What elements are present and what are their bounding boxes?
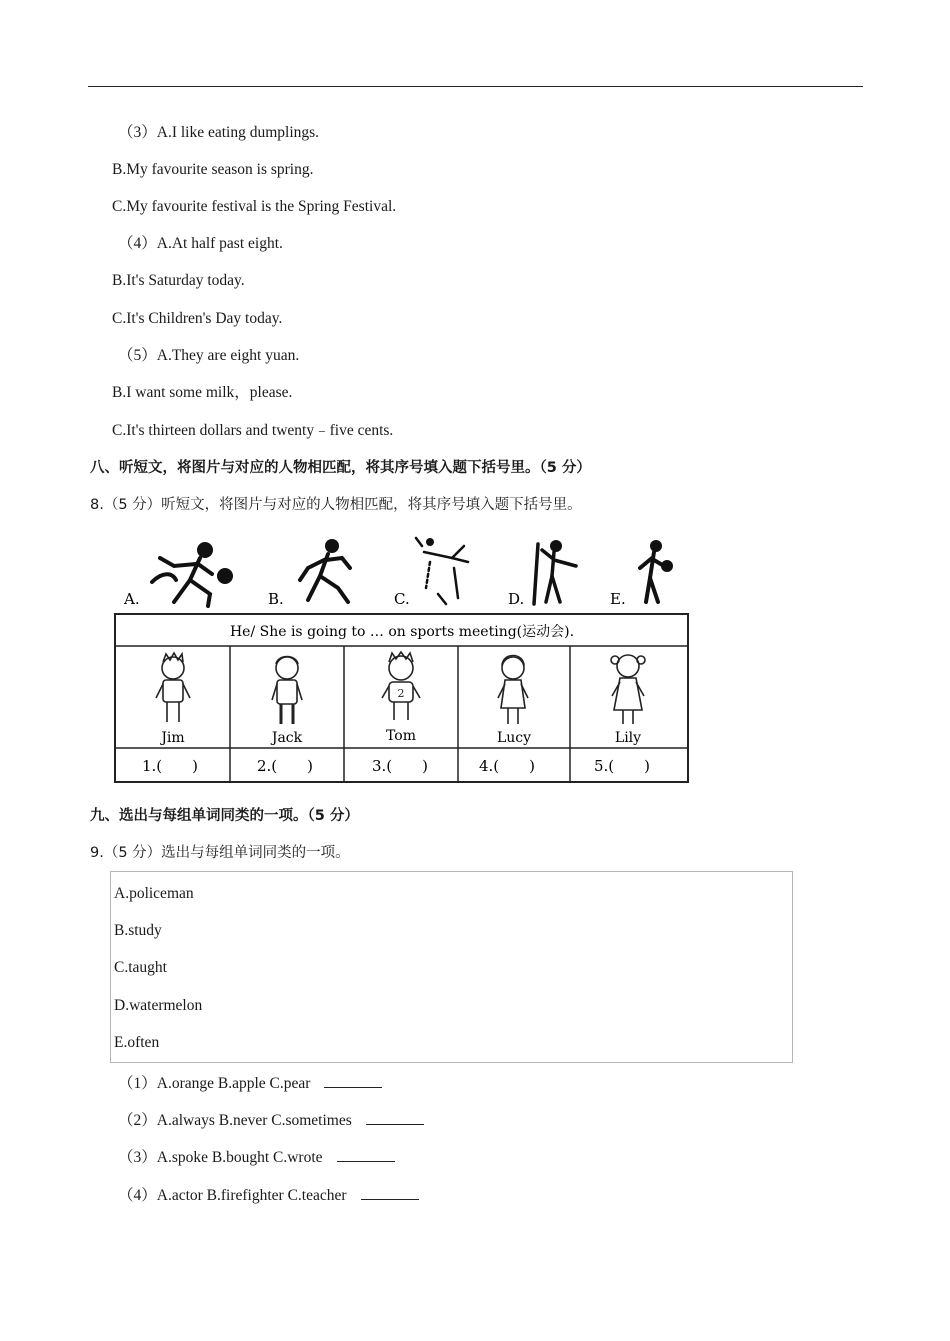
word-option-b: B.study [114,922,162,939]
sport-letter-e: E. [610,590,626,608]
table-header: He/ She is going to … on sports meeting(运动会). [229,624,575,640]
name-lily: Lily [614,730,642,746]
sport-letter-b: B. [268,590,284,608]
jack-child-icon [272,657,302,725]
word-group-4: （4）A.actor B.firefighter C.teacher [118,1185,419,1206]
lucy-child-icon [498,656,528,725]
q7-5-option-a: （5）A.They are eight yuan. [118,347,300,364]
answer-blank-3[interactable] [337,1147,395,1162]
section-8-title: 八、听短文，将图片与对应的人物相匹配，将其序号填入题下括号里。（5 分） [90,460,591,476]
sport-e-basketball-icon [640,540,673,602]
sport-letter-a: A. [124,590,140,608]
word-options-box [110,871,793,1063]
sports-matching-figure [112,532,692,787]
q7-3-option-c: C.My favourite festival is the Spring Festival. [112,198,397,215]
answer-blank-4[interactable] [361,1185,419,1200]
word-option-c: C.taught [114,959,167,976]
answer-slot-4: 4.( ) [479,757,536,775]
lily-child-icon [611,655,645,724]
q7-3-option-b: B.My favourite season is spring. [112,161,314,178]
section-9-title: 九、选出与每组单词同类的一项。（5 分） [90,808,359,824]
header-rule [88,86,863,87]
answer-slot-1: 1.( ) [142,757,199,775]
sport-a-football-icon [152,542,233,606]
answer-slot-3: 3.( ) [372,757,429,775]
q7-4-option-c: C.It's Children's Day today. [112,310,283,327]
q7-4-option-b: B.It's Saturday today. [112,272,245,289]
svg-text:2: 2 [397,687,405,700]
q7-3-option-a: （3）A.I like eating dumplings. [118,124,320,141]
word-group-3: （3）A.spoke B.bought C.wrote [118,1147,395,1168]
answer-blank-1[interactable] [324,1073,382,1088]
tom-child-icon [382,652,420,720]
word-option-a: A.policeman [114,885,194,902]
answer-slot-2: 2.( ) [257,757,314,775]
q7-5-option-c: C.It's thirteen dollars and twenty﹣five cents. [112,422,394,439]
answer-blank-2[interactable] [366,1110,424,1125]
word-group-1: （1）A.orange B.apple C.pear [118,1073,382,1094]
question-9-stem: 9.（5 分）选出与每组单词同类的一项。 [90,845,350,861]
sport-c-high-jump-icon [416,538,468,604]
name-tom: Tom [386,728,416,744]
answer-slot-5: 5.( ) [594,757,651,775]
word-option-e: E.often [114,1034,160,1051]
word-group-2: （2）A.always B.never C.sometimes [118,1110,424,1131]
word-option-d: D.watermelon [114,997,203,1014]
question-8-stem: 8.（5 分）听短文，将图片与对应的人物相匹配，将其序号填入题下括号里。 [90,497,582,513]
q7-5-option-b: B.I want some milk，please. [112,384,293,401]
name-jack: Jack [271,730,303,746]
name-lucy: Lucy [496,730,532,746]
sport-letter-d: D. [508,590,525,608]
jim-child-icon [156,653,190,722]
sport-d-long-jump-icon [534,540,576,604]
q7-4-option-a: （4）A.At half past eight. [118,235,283,252]
sport-letter-c: C. [394,590,410,608]
sport-b-running-icon [300,539,350,602]
name-jim: Jim [161,730,185,746]
